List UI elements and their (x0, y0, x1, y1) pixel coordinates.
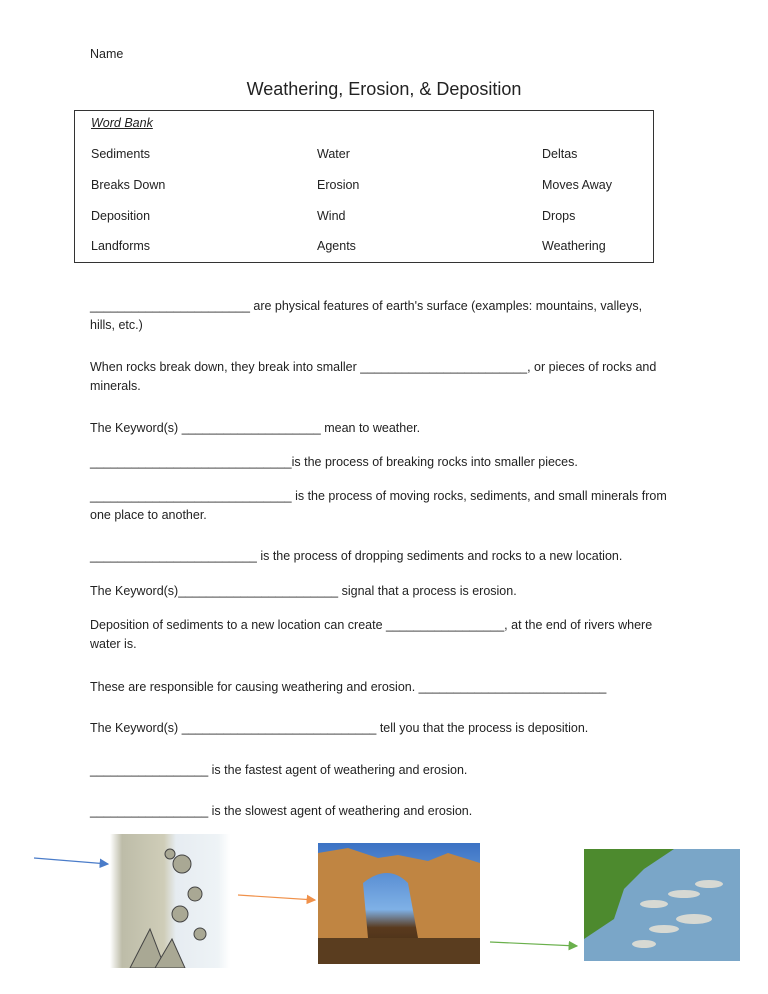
word-bank-word: Water (317, 147, 350, 161)
page-title: Weathering, Erosion, & Deposition (246, 79, 522, 99)
word-bank-word: Drops (542, 209, 576, 223)
word-bank-word: Erosion (317, 178, 360, 192)
question-7: The Keyword(s)_______________________ signal that a process is erosion. (90, 584, 517, 598)
question-11: _________________ is the fastest agent of weathering and erosion. (90, 763, 468, 777)
green-arrow (490, 942, 577, 946)
question-2: When rocks break down, they break into smaller ________________________, or pieces of rocks and minerals. (90, 360, 657, 393)
question-8: Deposition of sediments to a new location can create _________________, at the end of rivers where water is. (90, 618, 653, 651)
word-bank-word: Weathering (542, 239, 606, 253)
question-1: _______________________ are physical features of earth's surface (examples: mountains, valleys, hills, etc.) (90, 299, 643, 332)
question-4: _____________________________is the process of breaking rocks into smaller pieces. (90, 455, 578, 469)
word-bank-word: Agents (317, 239, 356, 253)
name-label: Name (90, 47, 124, 61)
question-6: ________________________ is the process of dropping sediments and rocks to a new location. (90, 549, 623, 563)
word-bank-word: Wind (317, 209, 346, 223)
question-12: _________________ is the slowest agent of weathering and erosion. (90, 804, 473, 818)
word-bank-word: Sediments (91, 147, 151, 161)
blue-arrow (34, 858, 108, 864)
word-bank-word: Deposition (91, 209, 151, 223)
question-5: _____________________________ is the process of moving rocks, sediments, and small minerals from one place to another. (90, 489, 667, 522)
word-bank-label: Word Bank (91, 116, 153, 130)
question-10: The Keyword(s) ____________________________ tell you that the process is deposition. (90, 721, 589, 735)
word-bank-word: Moves Away (542, 178, 612, 192)
word-bank-word: Breaks Down (91, 178, 166, 192)
question-3: The Keyword(s) ____________________ mean to weather. (90, 421, 421, 435)
orange-arrow (238, 895, 315, 900)
word-bank-word: Deltas (542, 147, 578, 161)
word-bank-word: Landforms (91, 239, 151, 253)
question-9: These are responsible for causing weathering and erosion. ___________________________ (90, 680, 607, 694)
